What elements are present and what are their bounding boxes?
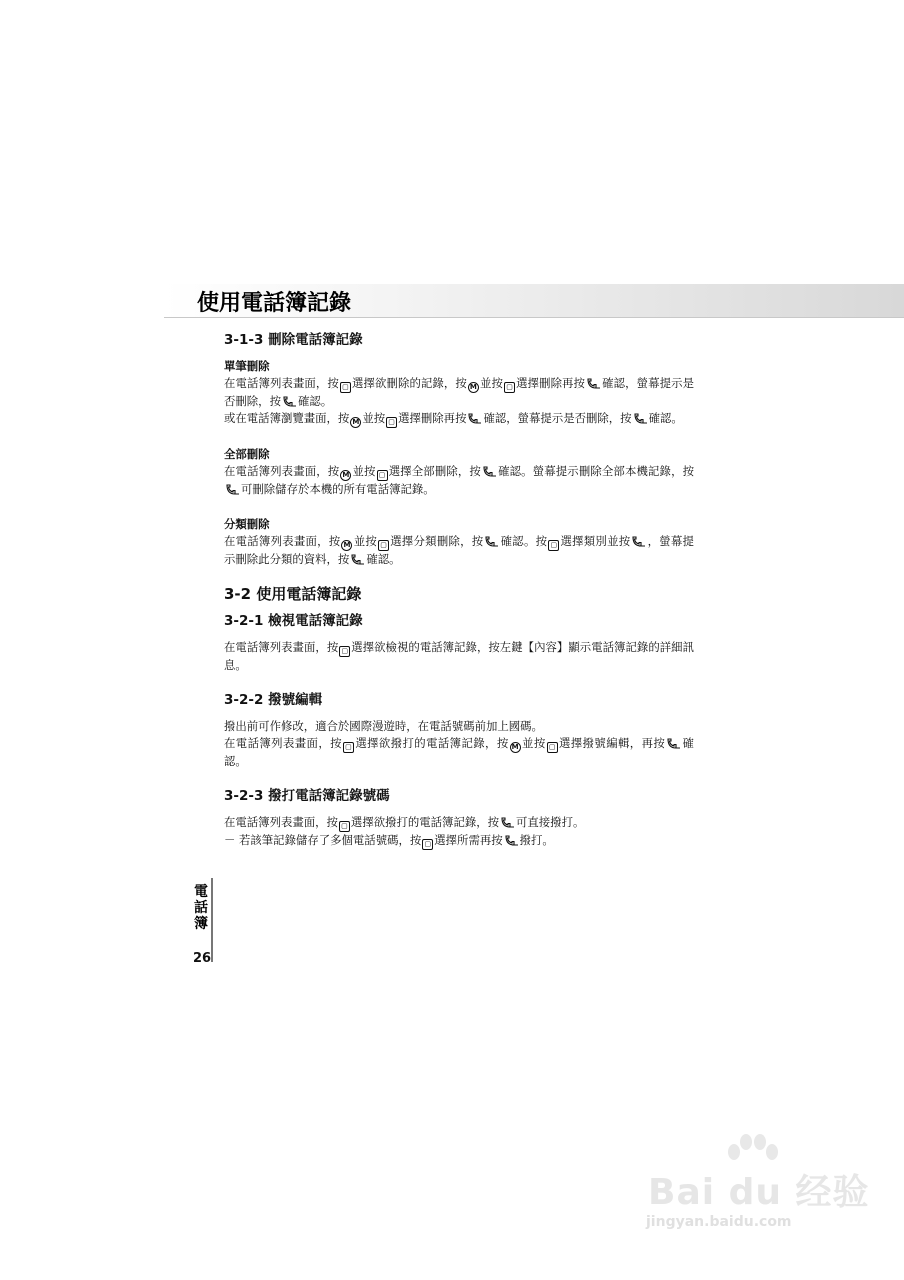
- chapter-title: 使用電話簿記錄: [197, 290, 352, 316]
- view-record-paragraph: 在電話簿列表畫面，按 ▢ 選擇欲檢視的電話簿記錄，按左鍵【內容】顯示電話簿記錄的詳細訊息。: [224, 640, 694, 672]
- call-key-icon: [666, 738, 681, 749]
- nav-key-icon: ▢: [378, 540, 389, 551]
- dial-record-paragraph-2: － 若該筆記錄儲存了多個電話號碼，按 ▢ 選擇所需再按 撥打。: [224, 833, 554, 848]
- section-heading-3-2-3: 3-2-3 撥打電話簿記錄號碼: [224, 788, 390, 804]
- nav-key-icon: ▢: [339, 646, 350, 657]
- nav-key-icon: ▢: [548, 540, 559, 551]
- watermark-url: jingyan.baidu.com: [646, 1214, 792, 1230]
- all-delete-paragraph: 在電話簿列表畫面，按 M 並按 ▢ 選擇全部刪除，按 確認。螢幕提示刪除全部本機記錄，按可刪除儲存於本機的所有電話簿記錄。: [224, 464, 694, 496]
- single-delete-paragraph-2: 或在電話簿瀏覽畫面，按 M 並按 ▢ 選擇刪除再按 確認，螢幕提示是否刪除，按 確認。: [224, 411, 683, 426]
- call-key-icon: [282, 396, 297, 407]
- dial-edit-paragraph-2: 在電話簿列表畫面，按 ▢ 選擇欲撥打的電話簿記錄，按 M 並按 ▢ 選擇撥號編輯，再按 確認。: [224, 736, 694, 768]
- chapter-title-bar: [164, 284, 904, 318]
- section-heading-3-1-3: 3-1-3 刪除電話簿記錄: [224, 332, 363, 348]
- menu-key-icon: M: [341, 540, 352, 551]
- section-heading-3-2-1: 3-2-1 檢視電話簿記錄: [224, 613, 363, 629]
- nav-key-icon: ▢: [343, 742, 354, 753]
- call-key-icon: [504, 835, 519, 846]
- call-key-icon: [586, 378, 601, 389]
- nav-key-icon: ▢: [504, 382, 515, 393]
- dial-record-paragraph-1: 在電話簿列表畫面，按 ▢ 選擇欲撥打的電話簿記錄，按 可直接撥打。: [224, 815, 585, 830]
- watermark-brand: Bai du 经验: [648, 1172, 870, 1213]
- page-number: 26: [193, 951, 212, 966]
- main-content: [224, 332, 694, 850]
- call-key-icon: [467, 413, 482, 424]
- call-key-icon: [633, 413, 648, 424]
- dial-edit-paragraph-1: 撥出前可作修改，適合於國際漫遊時，在電話號碼前加上國碼。: [224, 719, 543, 733]
- nav-key-icon: ▢: [377, 470, 388, 481]
- menu-key-icon: M: [510, 742, 521, 753]
- all-delete-label: 全部刪除: [224, 447, 270, 461]
- menu-key-icon: M: [350, 417, 361, 428]
- side-tab-label: 電話簿: [194, 884, 208, 932]
- section-heading-3-2-2: 3-2-2 撥號編輯: [224, 692, 323, 708]
- nav-key-icon: ▢: [339, 821, 350, 832]
- section-heading-3-2: 3-2 使用電話簿記錄: [224, 585, 362, 603]
- menu-key-icon: M: [340, 470, 351, 481]
- nav-key-icon: ▢: [547, 742, 558, 753]
- call-key-icon: [500, 817, 515, 828]
- nav-key-icon: ▢: [386, 417, 397, 428]
- side-tab-rule: [211, 878, 213, 962]
- menu-key-icon: M: [468, 382, 479, 393]
- single-delete-label: 單筆刪除: [224, 359, 270, 373]
- call-key-icon: [350, 554, 365, 565]
- category-delete-label: 分類刪除: [224, 517, 270, 531]
- call-key-icon: [631, 536, 646, 547]
- call-key-icon: [225, 484, 240, 495]
- call-key-icon: [482, 466, 497, 477]
- baidu-watermark: [640, 1150, 870, 1240]
- call-key-icon: [484, 536, 499, 547]
- category-delete-paragraph: 在電話簿列表畫面，按 M 並按 ▢ 選擇分類刪除，按 確認。按 ▢ 選擇類別並按 ，螢幕提示刪除此分類的資料，按 確認。: [224, 534, 694, 566]
- nav-key-icon: ▢: [340, 382, 351, 393]
- nav-key-icon: ▢: [422, 839, 433, 850]
- single-delete-paragraph-1: 在電話簿列表畫面，按 ▢ 選擇欲刪除的記錄，按 M 並按 ▢ 選擇刪除再按 確認，螢幕提示是否刪除，按 確認。: [224, 376, 694, 408]
